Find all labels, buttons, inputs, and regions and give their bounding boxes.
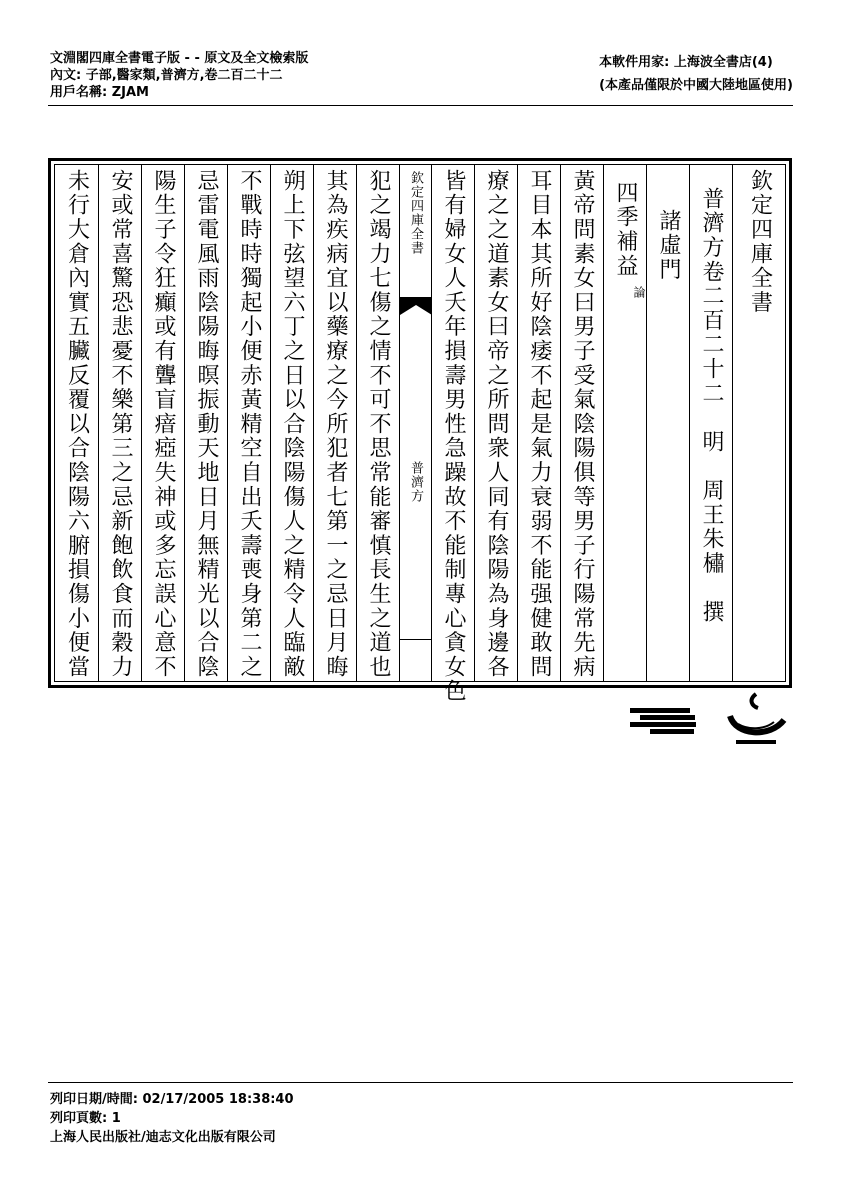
page-frame (48, 158, 792, 704)
text-column: 黃帝問素女曰男子受氣陰陽俱等男子行陽常先病 (560, 165, 603, 681)
section-heading-column: 諸虛門 (646, 165, 689, 681)
text-column: 陽生子令狂癲或有聾盲瘖瘂失神或多忘誤心意不 (141, 165, 184, 681)
header-restriction: (本產品僅限於中國大陸地區使用) (599, 78, 793, 93)
center-column-rule (400, 639, 431, 640)
header-product-title: 文淵閣四庫全書電子版 - - 原文及全文檢索版 (50, 51, 309, 66)
header-username: 用戶名稱: ZJAM (50, 85, 149, 100)
text-column: 安或常喜驚恐悲憂不樂第三之忌新飽飲食而穀力 (98, 165, 141, 681)
text-column: 療之之道素女曰帝之所問衆人同有陰陽為身邊各 (474, 165, 517, 681)
text-column: 未行大倉內實五臟反覆以合陰陽六腑損傷小便當 (64, 169, 90, 680)
header-info (50, 50, 308, 101)
footer-publisher: 上海人民出版社/迪志文化出版有限公司 (50, 1130, 276, 1145)
text-column: 耳目本其所好陰痿不起是氣力衰弱不能强健敢問 (517, 165, 560, 681)
text-column: 其為疾病宜以藥療之今所犯者七第一之忌日月晦 (313, 165, 356, 681)
header-rule (48, 105, 793, 106)
center-column-book: 普濟方 (408, 461, 423, 503)
fishtail-mark-icon (400, 297, 432, 317)
column-note: 論 (632, 286, 646, 301)
section-heading-column: 四季補益 論 (603, 165, 646, 681)
header-licensee: 本軟件用家: 上海波全書店(4) (599, 55, 773, 70)
text-columns (54, 164, 786, 704)
footer-rule (48, 1082, 793, 1083)
header-license (599, 54, 793, 100)
header-content-path: 內文: 子部,醫家類,普濟方,卷二百二十二 (50, 68, 283, 83)
text-column: 忌雷電風雨陰陽晦暝振動天地日月無精光以合陰 (184, 165, 227, 681)
seal-logo-icon (718, 690, 794, 750)
text-column: 不戰時時獨起小便赤黃精空自出夭壽喪身第二之 (227, 165, 270, 681)
text-column: 皆有婦女人夭年損壽男性急躁故不能制專心貪女色 (431, 165, 474, 681)
book-title-column: 欽定四庫全書 (732, 165, 786, 681)
center-column-title: 欽定四庫全書 (408, 171, 423, 255)
footer-page-count: 列印頁數: 1 (50, 1111, 121, 1126)
footer-info (50, 1090, 294, 1147)
center-fold-column (399, 165, 431, 681)
volume-title-column: 普濟方卷二百二十二 明 周王朱橚 撰 (689, 165, 732, 681)
text-column: 朔上下弦望六丁之日以合陰陽傷人之精令人臨敵 (270, 165, 313, 681)
publisher-logo-icon (628, 690, 698, 740)
footer-print-datetime: 列印日期/時間: 02/17/2005 18:38:40 (50, 1092, 294, 1107)
text-column: 犯之竭力七傷之情不可不思常能審慎長生之道也 (356, 165, 399, 681)
